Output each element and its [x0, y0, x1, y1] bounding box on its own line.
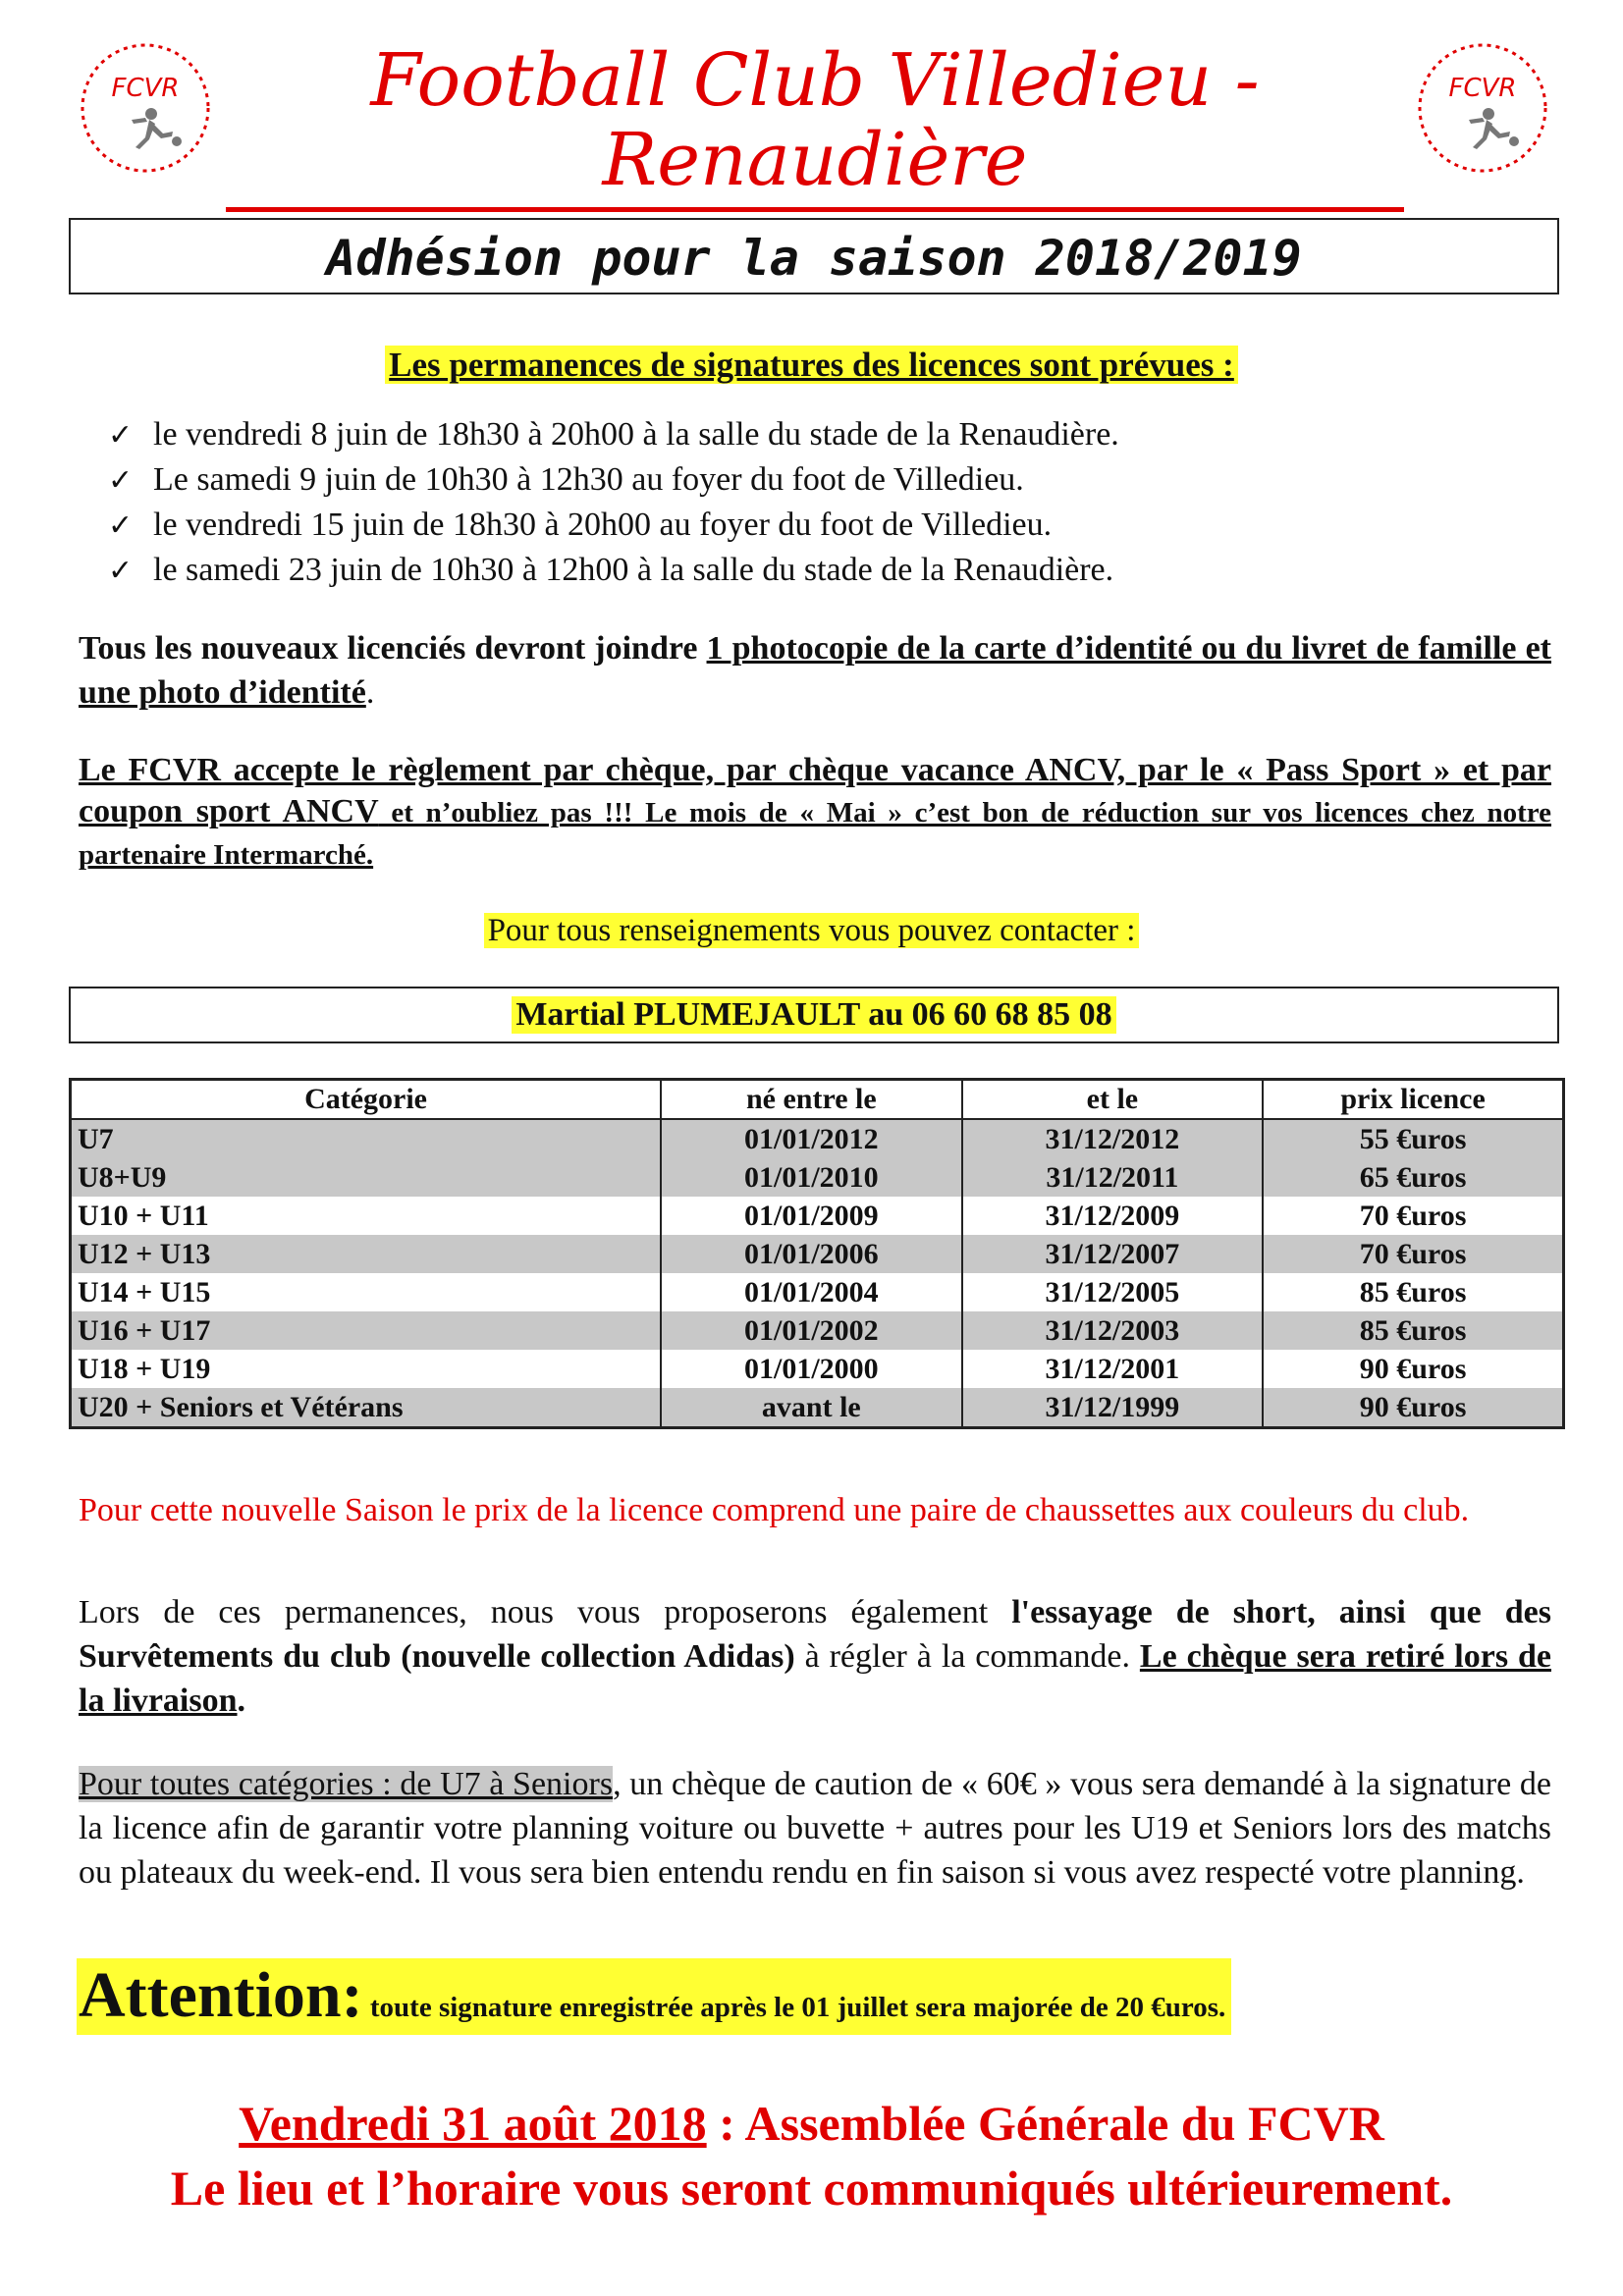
club-title: Football Club Villedieu - Renaudière [226, 41, 1404, 212]
column-header: prix licence [1263, 1080, 1563, 1120]
club-logo-left [77, 39, 214, 177]
column-header: et le [962, 1080, 1264, 1120]
table-row: U14 + U15 01/01/2004 31/12/2005 85 €uros [71, 1273, 1564, 1311]
season-title: Adhésion pour la saison 2018/2019 [326, 230, 1302, 287]
required-documents: 1 photocopie de la carte d’identité ou du livret de famille et une photo d’identité [79, 630, 1551, 711]
table-row: U8+U9 01/01/2010 31/12/2011 65 €uros [71, 1158, 1564, 1197]
table-row: U16 + U17 01/01/2002 31/12/2003 85 €uros [71, 1311, 1564, 1350]
checkmark-icon: ✓ [108, 463, 134, 498]
club-logo-right [1414, 39, 1551, 177]
caution-paragraph: Pour toutes catégories : de U7 à Seniors, un chèque de caution de « 60€ » vous sera demandé à la signature de la licence afin de garantir votre planning voiture ou buvette + autres pour les U19 et Seniors lors des matchs ou plateaux du week-end. Il vous sera bien entendu rendu en fin saison si vous avez respecté votre planning. [79, 1766, 1552, 1891]
new-members-paragraph: Tous les nouveaux licenciés devront joindre 1 photocopie de la carte d’identité ou du livret de famille et une photo d’identité. [79, 630, 1551, 711]
checkmark-icon: ✓ [108, 554, 134, 588]
table-row: U10 + U11 01/01/2009 31/12/2009 70 €uros [71, 1197, 1564, 1235]
contact-line-text: Pour tous renseignements vous pouvez contacter : [484, 913, 1140, 948]
table-row: U18 + U19 01/01/2000 31/12/2001 90 €uros [71, 1350, 1564, 1388]
permanences-heading-text: Les permanences de signatures des licences sont prévues : [385, 346, 1238, 384]
logo-text: FCVR [111, 74, 180, 103]
table-row: U7 01/01/2012 31/12/2012 55 €uros [71, 1119, 1564, 1158]
list-item: ✓ le vendredi 15 juin de 18h30 à 20h00 au foyer du foot de Villedieu. [108, 503, 1119, 548]
checkmark-icon: ✓ [108, 508, 134, 543]
general-assembly-notice [0, 2091, 1623, 2220]
table-header-row [71, 1080, 1564, 1120]
column-header: Catégorie [71, 1080, 662, 1120]
payment-paragraph: Le FCVR accepte le règlement par chèque, par chèque vacance ANCV, par le « Pass Sport » et par coupon sport ANCV et n’oubliez pas !!! Le mois de « Mai » c’est bon de réduction sur vos licences chez notre partenaire Intermarché. [79, 752, 1551, 871]
checkmark-icon: ✓ [108, 418, 134, 453]
fitting-paragraph: Lors de ces permanences, nous vous proposerons également l'essayage de short, ainsi que des Survêtements du club (nouvelle collection Adidas) à régler à la commande. Le chèque sera retiré lors de la livraison. [79, 1594, 1551, 1719]
permanences-heading [0, 346, 1623, 385]
column-header: né entre le [661, 1080, 962, 1120]
permanences-list [108, 412, 1119, 593]
license-fees-table [69, 1078, 1565, 1429]
contact-line [0, 913, 1623, 949]
socks-note: Pour cette nouvelle Saison le prix de la licence comprend une paire de chaussettes aux couleurs du club. [79, 1492, 1470, 1528]
contact-person: Martial PLUMEJAULT au 06 60 68 85 08 [512, 996, 1115, 1034]
season-title-box [69, 218, 1559, 294]
list-item: ✓ le samedi 23 juin de 10h30 à 12h00 à la salle du stade de la Renaudière. [108, 548, 1119, 593]
contact-box [69, 987, 1559, 1043]
attention-banner [77, 1958, 1231, 2035]
attention-label: Attention: [79, 1959, 363, 2031]
list-item: ✓ le vendredi 8 juin de 18h30 à 20h00 à la salle du stade de la Renaudière. [108, 412, 1119, 457]
table-row: U12 + U13 01/01/2006 31/12/2007 70 €uros [71, 1235, 1564, 1273]
assembly-line-1: Vendredi 31 août 2018 : Assemblée Générale du FCVR [239, 2096, 1384, 2151]
assembly-line-2: Le lieu et l’horaire vous seront communiqués ultérieurement. [170, 2161, 1453, 2216]
table-row: U20 + Seniors et Vétérans avant le 31/12/1999 90 €uros [71, 1388, 1564, 1428]
attention-text: toute signature enregistrée après le 01 juillet sera majorée de 20 €uros. [362, 1992, 1226, 2023]
list-item: ✓ Le samedi 9 juin de 10h30 à 12h30 au foyer du foot de Villedieu. [108, 457, 1119, 503]
caution-label: Pour toutes catégories : de U7 à Seniors [79, 1766, 614, 1802]
logo-text: FCVR [1448, 74, 1517, 103]
assembly-date: Vendredi 31 août 2018 [239, 2096, 707, 2151]
